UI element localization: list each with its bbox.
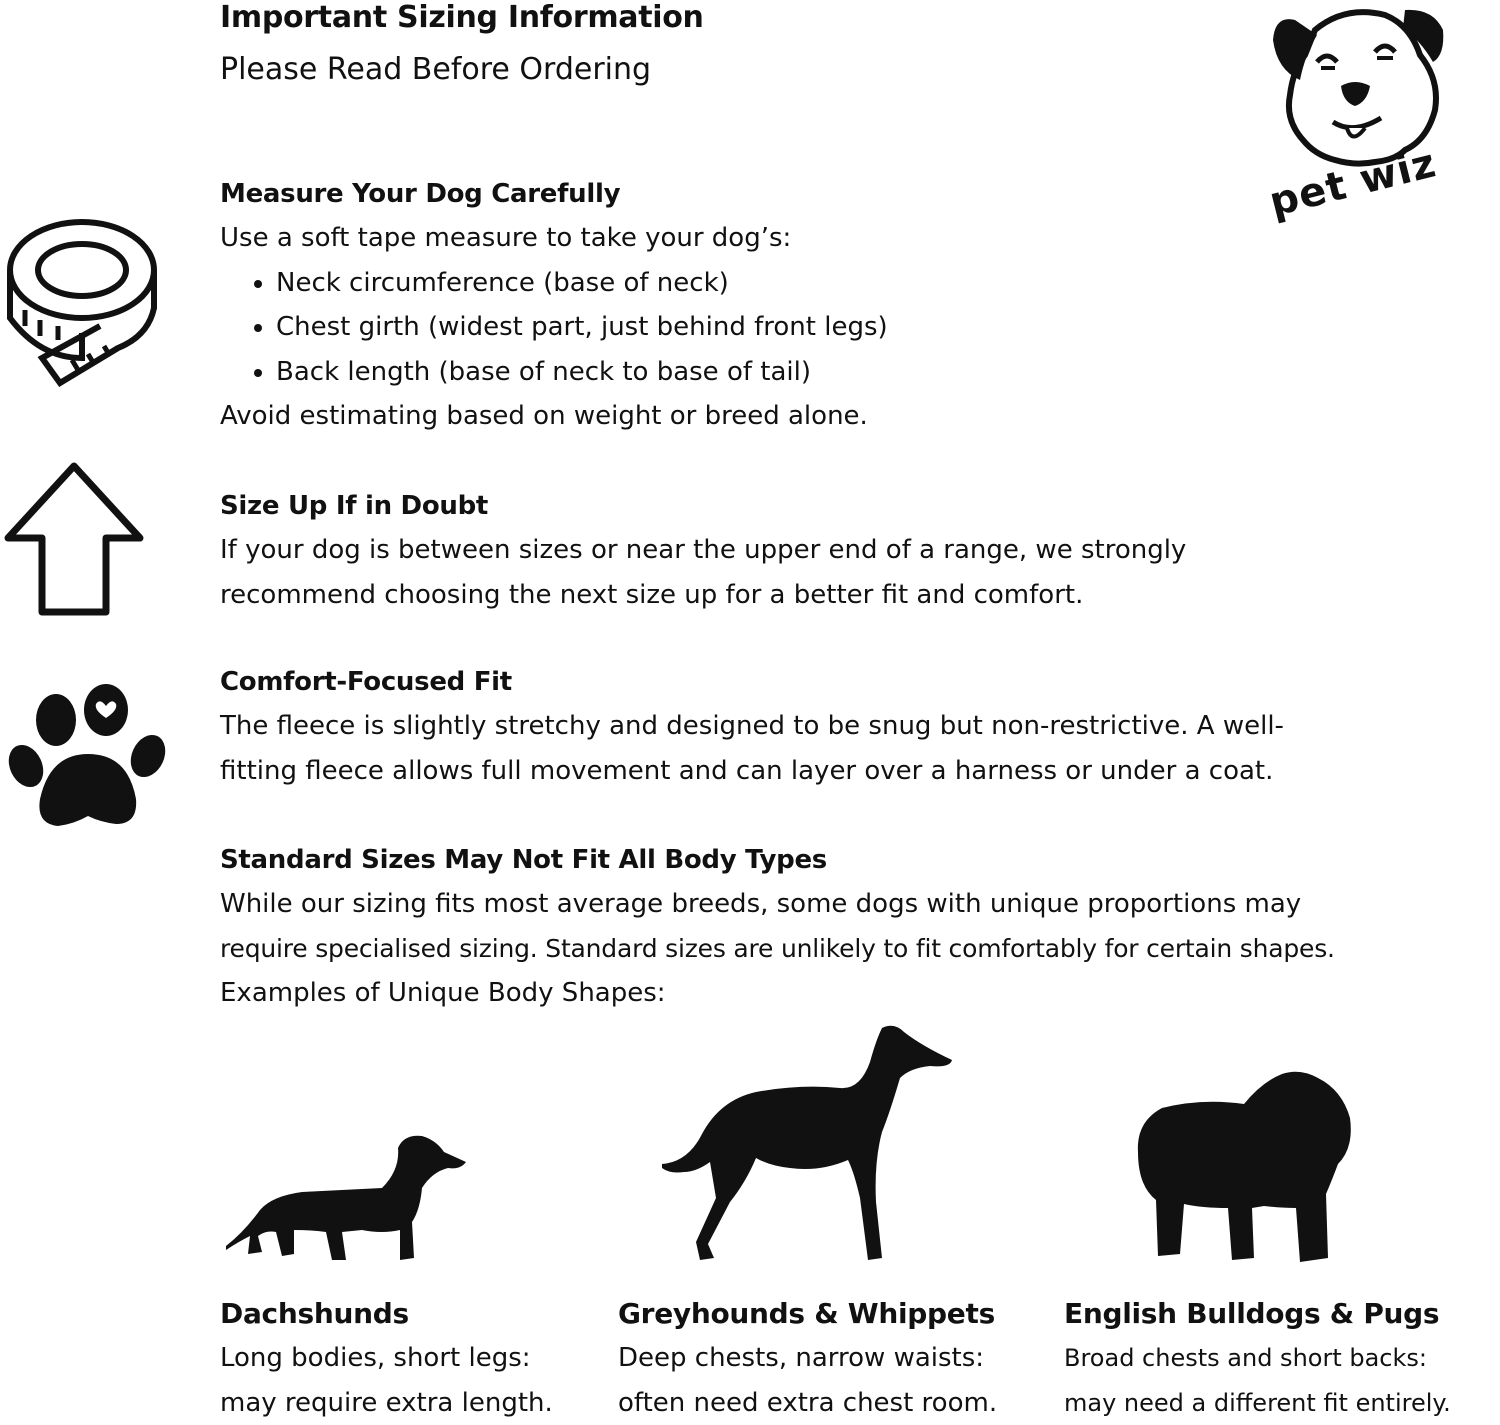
breed-line: Long bodies, short legs: [220,1336,660,1381]
arrow-up-icon [2,460,147,620]
tape-measure-icon [0,208,165,393]
measure-heading: Measure Your Dog Carefully [220,172,1480,216]
breed-line: often need extra chest room. [618,1381,1058,1425]
breed-caption-dachshunds [220,1292,660,1425]
breed-line: Deep chests, narrow waists: [618,1336,1058,1381]
standard-line: While our sizing fits most average breeds, some dogs with unique proportions may [220,882,1480,927]
breed-line: Broad chests and short backs: [1064,1336,1494,1381]
breed-name: English Bulldogs & Pugs [1064,1292,1494,1336]
size-up-heading: Size Up If in Doubt [220,484,1480,528]
logo-text: pet wiz [1265,140,1441,226]
paw-heart-icon [8,684,168,834]
standard-heading: Standard Sizes May Not Fit All Body Types [220,838,1480,882]
greyhound-silhouette-icon [660,1022,955,1267]
page-title: Important Sizing Information [220,0,704,35]
breed-line: may require extra length. [220,1381,660,1425]
breed-line: may need a different fit entirely. [1064,1381,1494,1425]
comfort-line: The fleece is slightly stretchy and designed to be snug but non-restrictive. A well- [220,704,1480,749]
measure-section [220,172,1480,439]
list-item: • Chest girth (widest part, just behind front legs) [276,305,1480,350]
breed-caption-bulldogs [1064,1292,1494,1425]
comfort-line: fitting fleece allows full movement and can layer over a harness or under a coat. [220,749,1480,794]
page-subtitle: Please Read Before Ordering [220,52,651,87]
comfort-section [220,660,1480,793]
bulldog-silhouette-icon [1132,1068,1354,1266]
measure-intro: Use a soft tape measure to take your dog’s: [220,216,1480,261]
breed-caption-greyhounds [618,1292,1058,1425]
comfort-heading: Comfort-Focused Fit [220,660,1480,704]
size-up-section [220,484,1480,617]
dachshund-silhouette-icon [222,1130,470,1265]
breed-name: Greyhounds & Whippets [618,1292,1058,1336]
measure-bullet-list [220,261,1480,395]
list-item: • Neck circumference (base of neck) [276,261,1480,306]
standard-line: Examples of Unique Body Shapes: [220,971,1480,1016]
standard-sizes-section [220,838,1480,1016]
standard-line: require specialised sizing. Standard sizes are unlikely to fit comfortably for certain shapes. [220,927,1480,972]
size-up-line: recommend choosing the next size up for a better fit and comfort. [220,573,1480,618]
breed-name: Dachshunds [220,1292,660,1336]
size-up-line: If your dog is between sizes or near the upper end of a range, we strongly [220,528,1480,573]
list-item: • Back length (base of neck to base of tail) [276,350,1480,395]
measure-outro: Avoid estimating based on weight or breed alone. [220,394,1480,439]
